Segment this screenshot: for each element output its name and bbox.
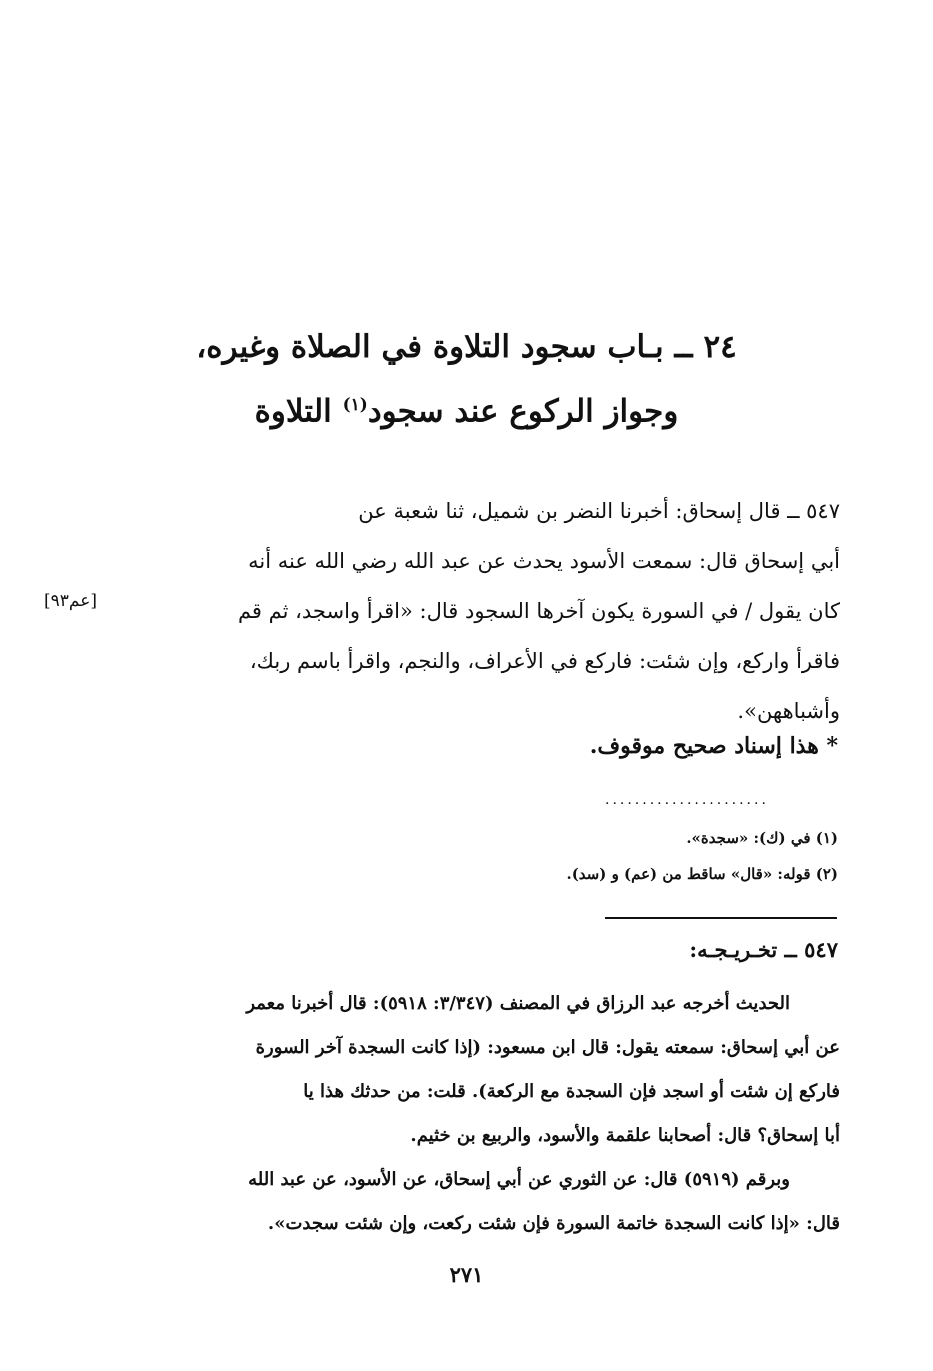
page-number: ٢٧١ xyxy=(449,1262,484,1287)
hadith-text xyxy=(110,486,840,736)
takhrij-line: عن أبي إسحاق: سمعته يقول: قال ابن مسعود: (إذا كانت السجدة آخر السورة xyxy=(255,1037,840,1058)
chapter-heading-line-2 xyxy=(100,376,833,440)
takhrij-line: أبا إسحاق؟ قال: أصحابنا علقمة والأسود، والربيع بن خثيم. xyxy=(410,1125,840,1146)
hadith-line: فاقرأ واركع، وإن شئت: فاركع في الأعراف، والنجم، واقرأ باسم ربك، xyxy=(249,649,840,673)
manuscript-margin-reference: [عم٩٣] xyxy=(44,591,97,611)
hadith-line: ٥٤٧ ــ قال إسحاق: أخبرنا النضر بن شميل، ثنا شعبة عن xyxy=(358,499,840,523)
section-divider xyxy=(605,917,837,919)
hadith-line: أبي إسحاق قال: سمعت الأسود يحدث عن عبد الله رضي الله عنه أنه xyxy=(248,549,840,573)
footnote-2: (٢) قوله: «قال» ساقط من (عم) و (سد). xyxy=(566,865,838,883)
takhrij-heading: ٥٤٧ ــ تخـريـجـه: xyxy=(689,937,838,962)
footnote-1: (١) في (ك): «سجدة». xyxy=(686,829,838,847)
chapter-heading-line-1: ٢٤ ــ بـاب سجود التلاوة في الصلاة وغيره، xyxy=(196,329,737,365)
takhrij-line: الحديث أخرجه عبد الرزاق في المصنف (٣/٣٤٧: ٥٩١٨): قال أخبرنا معمر xyxy=(246,993,790,1014)
chapter-heading-line-2-start: وجواز الركوع عند سجود xyxy=(367,393,679,430)
chapter-heading-line-2-end: التلاوة xyxy=(254,393,343,430)
chapter-heading xyxy=(100,318,833,440)
footnote-separator: ...................... xyxy=(605,792,769,808)
takhrij-line: فاركع إن شئت أو اسجد فإن السجدة مع الركعة). قلت: من حدثك هذا يا xyxy=(303,1081,840,1102)
takhrij-text xyxy=(110,982,840,1246)
footnote-marker-1: (١) xyxy=(342,395,368,415)
takhrij-line: قال: «إذا كانت السجدة خاتمة السورة فإن شئت ركعت، وإن شئت سجدت». xyxy=(267,1213,840,1234)
hadith-line: كان يقول / في السورة يكون آخرها السجود قال: «اقرأ واسجد، ثم قم xyxy=(237,599,840,623)
takhrij-line: وبرقم (٥٩١٩) قال: عن الثوري عن أبي إسحاق، عن الأسود، عن عبد الله xyxy=(248,1169,790,1190)
isnad-verdict: * هذا إسناد صحيح موقوف. xyxy=(589,733,838,759)
hadith-line: وأشباههن». xyxy=(737,699,840,723)
